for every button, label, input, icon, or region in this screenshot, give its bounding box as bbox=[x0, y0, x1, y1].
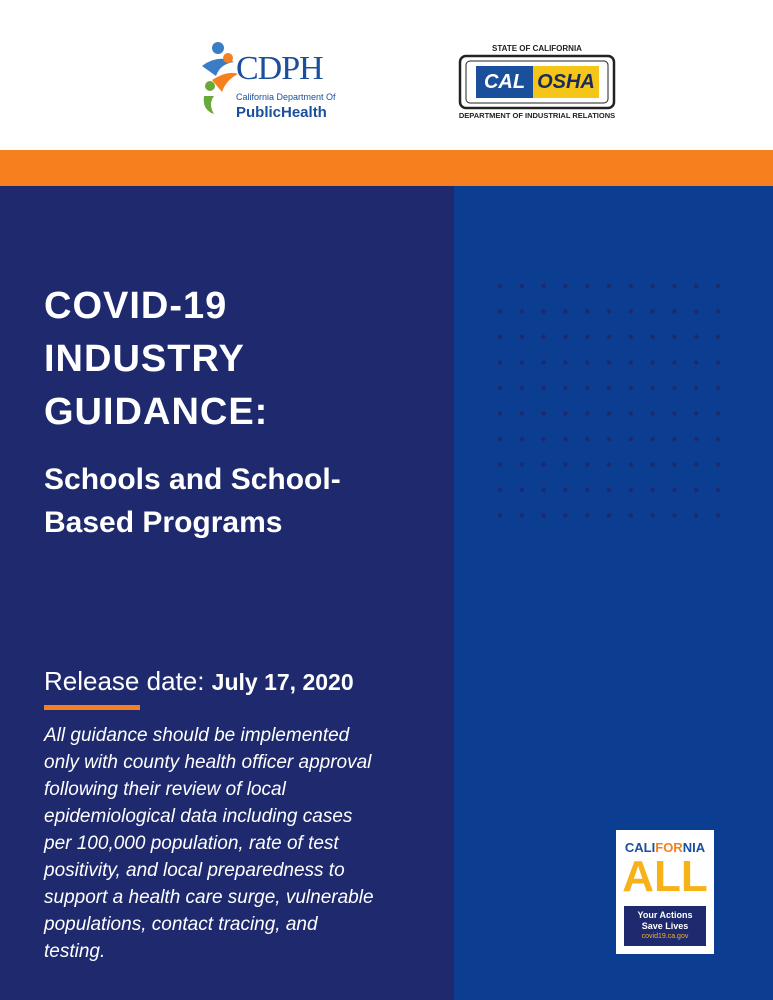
pattern-dot bbox=[520, 462, 524, 466]
pattern-dot bbox=[694, 386, 698, 390]
pattern-dot bbox=[672, 284, 676, 288]
pattern-dot bbox=[520, 488, 524, 492]
pattern-dot bbox=[672, 462, 676, 466]
cdph-figures-icon bbox=[198, 40, 238, 120]
pattern-dot bbox=[629, 462, 633, 466]
pattern-dot bbox=[541, 488, 545, 492]
page-subtitle bbox=[44, 458, 444, 544]
pattern-dot bbox=[650, 411, 654, 415]
pattern-dot bbox=[694, 284, 698, 288]
pattern-dot bbox=[563, 335, 567, 339]
pattern-dot bbox=[694, 309, 698, 313]
title-line: INDUSTRY bbox=[44, 338, 245, 380]
pattern-dot bbox=[672, 437, 676, 441]
pattern-dot bbox=[541, 437, 545, 441]
pattern-dot bbox=[498, 309, 502, 313]
pattern-dot bbox=[716, 309, 720, 313]
pattern-dot bbox=[650, 437, 654, 441]
pattern-dot bbox=[716, 488, 720, 492]
pattern-dot bbox=[520, 437, 524, 441]
pattern-dot bbox=[520, 309, 524, 313]
pattern-dot bbox=[541, 386, 545, 390]
pattern-dot bbox=[629, 411, 633, 415]
pattern-dot bbox=[607, 462, 611, 466]
subtitle-line: Schools and School- bbox=[44, 463, 341, 496]
pattern-dot bbox=[563, 284, 567, 288]
pattern-dot bbox=[585, 335, 589, 339]
pattern-dot bbox=[694, 488, 698, 492]
page-title bbox=[44, 280, 444, 439]
pattern-dot bbox=[498, 437, 502, 441]
pattern-dot bbox=[694, 335, 698, 339]
pattern-dot bbox=[563, 462, 567, 466]
pattern-dot bbox=[563, 437, 567, 441]
subtitle-line: Based Programs bbox=[44, 506, 283, 539]
pattern-dot bbox=[650, 488, 654, 492]
pattern-dot bbox=[520, 513, 524, 517]
pattern-dot bbox=[498, 462, 502, 466]
pattern-dot bbox=[694, 411, 698, 415]
pattern-dot bbox=[716, 462, 720, 466]
pattern-dot bbox=[563, 386, 567, 390]
orange-band bbox=[0, 150, 773, 186]
pattern-dot bbox=[716, 284, 720, 288]
pattern-dot bbox=[672, 309, 676, 313]
pattern-dot bbox=[607, 488, 611, 492]
pattern-dot bbox=[629, 360, 633, 364]
pattern-dot bbox=[650, 360, 654, 364]
disclaimer-line: epidemiological data including cases bbox=[44, 806, 353, 827]
pattern-dot bbox=[672, 488, 676, 492]
cdph-abbr: CDPH bbox=[236, 50, 323, 87]
pattern-dot bbox=[629, 513, 633, 517]
dot-grid-pattern bbox=[496, 282, 736, 522]
pattern-dot bbox=[694, 437, 698, 441]
pattern-dot bbox=[563, 411, 567, 415]
pattern-dot bbox=[716, 513, 720, 517]
disclaimer-line: populations, contact tracing, and bbox=[44, 914, 318, 935]
cdph-line2: PublicHealth bbox=[236, 104, 327, 121]
disclaimer-text bbox=[44, 722, 444, 965]
badge-line1: Your Actions bbox=[637, 910, 693, 920]
disclaimer-line: positivity, and local preparedness to bbox=[44, 860, 345, 881]
pattern-dot bbox=[694, 513, 698, 517]
pattern-dot bbox=[716, 437, 720, 441]
pattern-dot bbox=[716, 360, 720, 364]
pattern-dot bbox=[650, 513, 654, 517]
pattern-dot bbox=[498, 360, 502, 364]
pattern-dot bbox=[650, 309, 654, 313]
pattern-dot bbox=[694, 360, 698, 364]
pattern-dot bbox=[694, 462, 698, 466]
pattern-dot bbox=[672, 335, 676, 339]
pattern-dot bbox=[498, 513, 502, 517]
badge-top-post: NIA bbox=[682, 840, 706, 855]
pattern-dot bbox=[650, 462, 654, 466]
badge-all: ALL bbox=[622, 852, 708, 901]
calosha-osha: OSHA bbox=[533, 66, 599, 98]
disclaimer-line: following their review of local bbox=[44, 779, 286, 800]
pattern-dot bbox=[585, 360, 589, 364]
pattern-dot bbox=[629, 309, 633, 313]
pattern-dot bbox=[520, 386, 524, 390]
pattern-dot bbox=[520, 284, 524, 288]
pattern-dot bbox=[607, 335, 611, 339]
calosha-cal: CAL bbox=[476, 66, 533, 98]
pattern-dot bbox=[498, 488, 502, 492]
pattern-dot bbox=[672, 386, 676, 390]
pattern-dot bbox=[585, 284, 589, 288]
pattern-dot bbox=[607, 386, 611, 390]
pattern-dot bbox=[585, 386, 589, 390]
pattern-dot bbox=[672, 360, 676, 364]
pattern-dot bbox=[716, 386, 720, 390]
pattern-dot bbox=[650, 335, 654, 339]
disclaimer-line: only with county health officer approval bbox=[44, 752, 372, 773]
pattern-dot bbox=[563, 513, 567, 517]
cdph-logo bbox=[198, 40, 358, 130]
pattern-dot bbox=[607, 284, 611, 288]
pattern-dot bbox=[498, 284, 502, 288]
calosha-logo bbox=[452, 44, 622, 124]
pattern-dot bbox=[585, 513, 589, 517]
pattern-dot bbox=[629, 335, 633, 339]
pattern-dot bbox=[607, 513, 611, 517]
pattern-dot bbox=[563, 488, 567, 492]
pattern-dot bbox=[629, 488, 633, 492]
pattern-dot bbox=[541, 335, 545, 339]
disclaimer-line: All guidance should be implemented bbox=[44, 725, 350, 746]
pattern-dot bbox=[541, 284, 545, 288]
release-value: July 17, 2020 bbox=[211, 669, 354, 695]
pattern-dot bbox=[541, 462, 545, 466]
accent-divider bbox=[44, 705, 140, 710]
badge-top-highlight: FOR bbox=[655, 840, 683, 855]
badge-top-pre: CALI bbox=[624, 840, 656, 855]
title-line: COVID-19 bbox=[44, 285, 228, 327]
pattern-dot bbox=[585, 309, 589, 313]
badge-line2: Save Lives bbox=[641, 921, 689, 931]
pattern-dot bbox=[629, 386, 633, 390]
release-label: Release date: bbox=[44, 666, 212, 696]
pattern-dot bbox=[520, 360, 524, 364]
badge-url: covid19.ca.gov bbox=[641, 933, 689, 940]
pattern-dot bbox=[541, 513, 545, 517]
pattern-dot bbox=[585, 488, 589, 492]
pattern-dot bbox=[563, 360, 567, 364]
pattern-dot bbox=[607, 411, 611, 415]
pattern-dot bbox=[672, 411, 676, 415]
pattern-dot bbox=[585, 411, 589, 415]
header bbox=[0, 0, 773, 150]
pattern-dot bbox=[541, 309, 545, 313]
pattern-dot bbox=[607, 360, 611, 364]
disclaimer-line: support a health care surge, vulnerable bbox=[44, 887, 374, 908]
pattern-dot bbox=[716, 335, 720, 339]
pattern-dot bbox=[498, 386, 502, 390]
pattern-dot bbox=[520, 335, 524, 339]
pattern-dot bbox=[541, 360, 545, 364]
title-line: GUIDANCE: bbox=[44, 391, 269, 433]
pattern-dot bbox=[650, 386, 654, 390]
pattern-dot bbox=[498, 335, 502, 339]
pattern-dot bbox=[585, 462, 589, 466]
badge-tagline bbox=[624, 906, 706, 946]
disclaimer-line: per 100,000 population, rate of test bbox=[44, 833, 339, 854]
pattern-dot bbox=[520, 411, 524, 415]
pattern-dot bbox=[716, 411, 720, 415]
pattern-dot bbox=[629, 284, 633, 288]
pattern-dot bbox=[672, 513, 676, 517]
pattern-dot bbox=[650, 284, 654, 288]
cdph-line1: California Department Of bbox=[236, 92, 336, 102]
disclaimer-line: testing. bbox=[44, 941, 106, 962]
calosha-top-text: STATE OF CALIFORNIA bbox=[492, 44, 582, 53]
pattern-dot bbox=[629, 437, 633, 441]
pattern-dot bbox=[498, 411, 502, 415]
release-date bbox=[44, 664, 444, 699]
pattern-dot bbox=[607, 309, 611, 313]
pattern-dot bbox=[563, 309, 567, 313]
calosha-bottom-text: DEPARTMENT OF INDUSTRIAL RELATIONS bbox=[458, 111, 616, 120]
pattern-dot bbox=[607, 437, 611, 441]
pattern-dot bbox=[585, 437, 589, 441]
pattern-dot bbox=[541, 411, 545, 415]
california-all-badge bbox=[616, 830, 714, 954]
